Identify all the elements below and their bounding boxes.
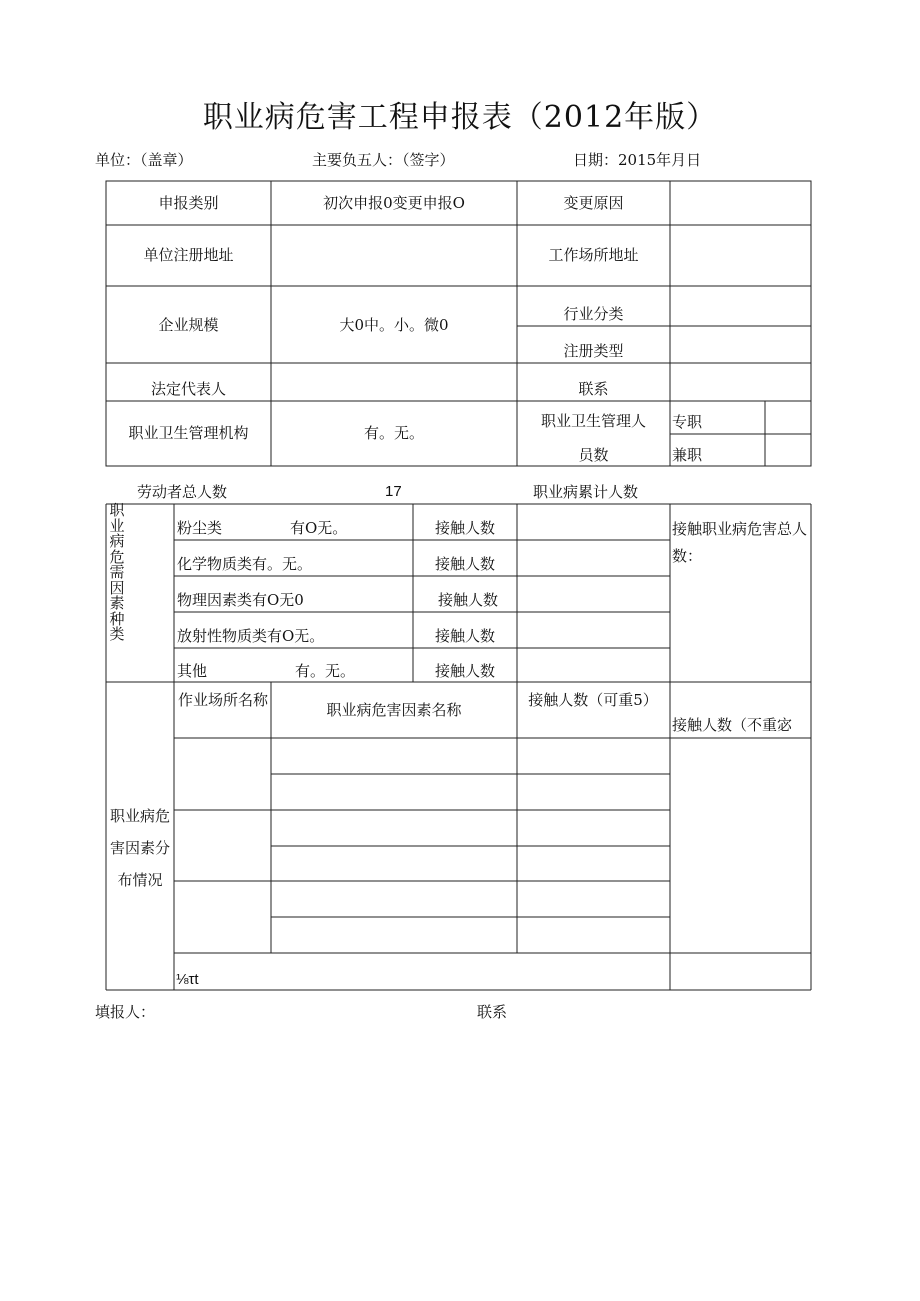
total-workers-value: 17 <box>385 483 402 500</box>
health-mgmt-staff-label-2: 员数 <box>578 446 609 464</box>
filler-label: 填报人： <box>95 1003 156 1021</box>
form-title: 职业病危害工程申报表（2012年版） <box>202 100 718 135</box>
workplace-address-label: 工作场所地址 <box>548 246 639 264</box>
col-contact-repeatable: 接触人数（可重5） <box>528 691 658 709</box>
health-mgmt-org-label: 职业卫生管理机构 <box>128 424 249 442</box>
footer-contact-label: 联系 <box>477 1003 508 1021</box>
col-contact-non-repeat: 接触人数（不重宓 <box>672 716 793 734</box>
enterprise-scale-label: 企业规模 <box>158 316 219 334</box>
report-type-label: 申报类别 <box>158 194 219 212</box>
health-mgmt-staff-label: 职业卫生管理人 <box>540 412 646 430</box>
responsible-person-label: 主要负五人：（签字） <box>312 151 455 169</box>
legal-representative-label: 法定代表人 <box>150 380 226 398</box>
industry-label: 行业分类 <box>563 305 624 323</box>
hazard-radioactive-label: 放射性物质类有O无。 <box>177 627 325 645</box>
hazard-chemical-contact-label: 接触人数 <box>434 555 495 573</box>
registration-type-label: 注册类型 <box>563 342 624 360</box>
change-reason-label: 变更原因 <box>563 194 624 212</box>
enterprise-scale-options: 大0中。小。微0 <box>339 316 449 334</box>
total-hazard-contact-label: 接触职业病危害总人数： <box>672 520 808 565</box>
hazard-chemical-label: 化学物质类有。无。 <box>177 555 313 573</box>
occupational-disease-cumulative-label: 职业病累计人数 <box>533 483 639 501</box>
registered-address-label: 单位注册地址 <box>143 246 234 264</box>
parttime-label: 兼职 <box>672 446 703 464</box>
report-type-options: 初次申报0变更申报O <box>323 194 465 212</box>
contact-label: 联系 <box>578 380 609 398</box>
hazard-physical-label: 物理因素类有O无0 <box>177 591 304 609</box>
fulltime-label: 专职 <box>672 413 703 431</box>
hazard-radioactive-contact-label: 接触人数 <box>434 627 495 645</box>
col-workplace-name: 作业场所名称 <box>177 691 268 709</box>
date-label: 日期：2015年月日 <box>573 151 702 169</box>
hazard-dust-contact-label: 接触人数 <box>434 519 495 537</box>
hazard-type-vertical-label: 职 业 病 危 需 因 素 种 类 <box>109 501 125 643</box>
hazard-physical-contact-label: 接触人数 <box>437 591 498 609</box>
total-workers-label: 劳动者总人数 <box>137 483 228 501</box>
hazard-other-label: 其他 <box>177 662 208 680</box>
health-mgmt-org-options: 有。无。 <box>363 424 424 442</box>
col-hazard-factor-name: 职业病危害因素名称 <box>326 701 462 719</box>
hazard-other-option: 有。无。 <box>295 662 356 680</box>
hazard-other-contact-label: 接触人数 <box>434 662 495 680</box>
total-row-label: ⅛τt <box>176 971 199 988</box>
hazard-dust-option: 有O无。 <box>290 519 348 537</box>
hazard-dust-label: 粉尘类 <box>177 519 223 537</box>
hazard-distribution-label: 职业病危害因素分布情况 <box>109 807 170 889</box>
unit-stamp-label: 单位：（盖章） <box>95 151 193 169</box>
